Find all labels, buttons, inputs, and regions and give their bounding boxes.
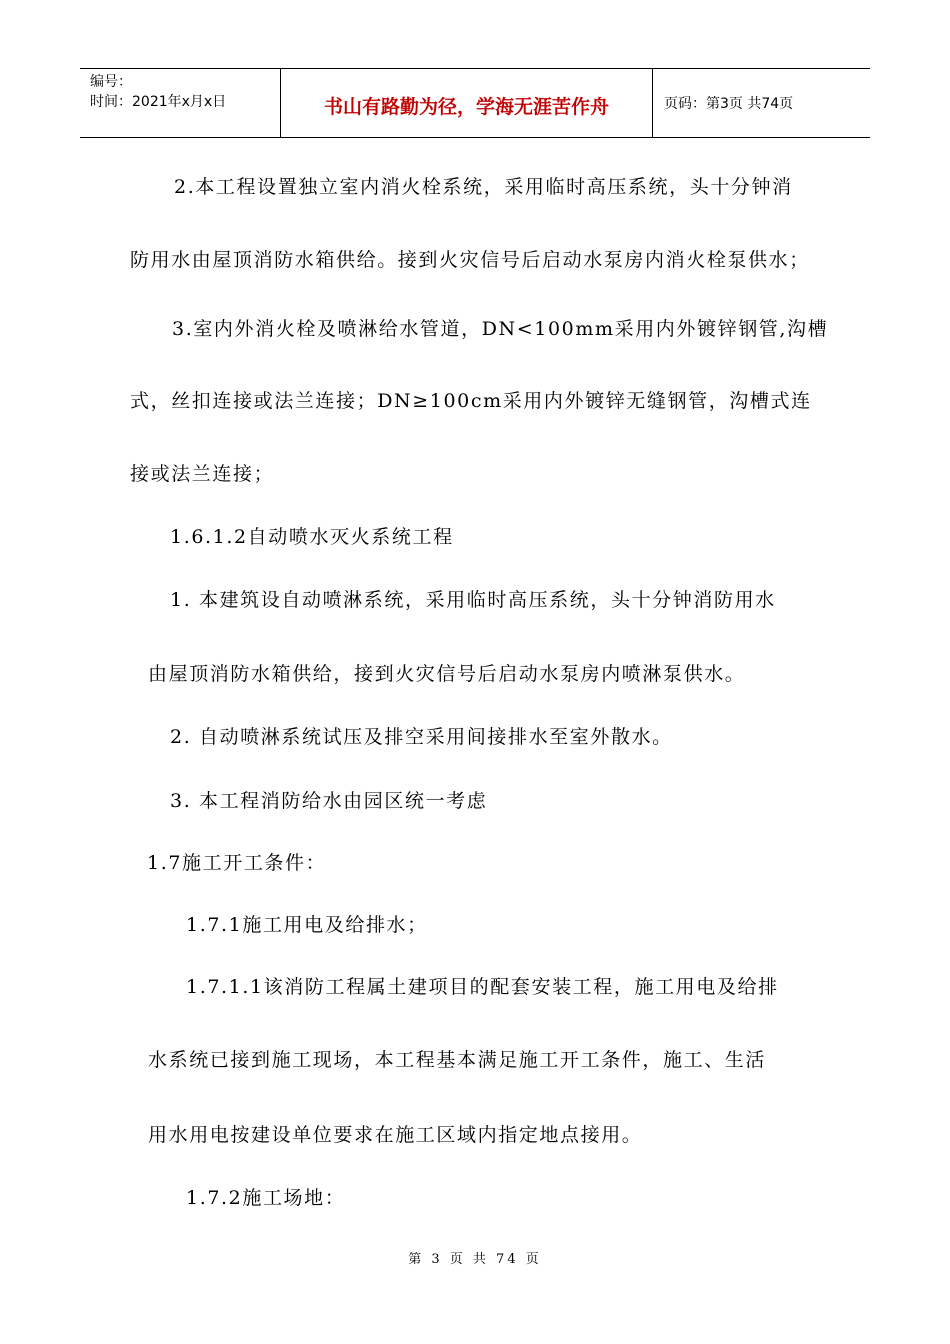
section-heading: 1.7.2施工场地：	[186, 1187, 346, 1209]
paragraph-line: 1.7.1.1该消防工程属土建项目的配套安装工程，施工用电及给排	[186, 976, 779, 998]
paragraph-line: 式，丝扣连接或法兰连接；DN≥100cm采用内外镀锌无缝钢管，沟槽式连	[130, 390, 812, 412]
paragraph-line: 接或法兰连接；	[130, 463, 275, 485]
header-motto: 书山有路勤为径，学海无涯苦作舟	[281, 69, 653, 137]
header-meta	[80, 69, 281, 137]
section-heading: 1.7.1施工用电及给排水；	[186, 914, 428, 936]
paragraph-line: 2. 自动喷淋系统试压及排空采用间接排水至室外散水。	[170, 726, 673, 748]
paragraph-line: 由屋顶消防水箱供给，接到火灾信号后启动水泵房内喷淋泵供水。	[148, 663, 746, 685]
paragraph-line: 3. 本工程消防给水由园区统一考虑	[170, 790, 488, 812]
section-heading: 1.6.1.2自动喷水灭火系统工程	[170, 526, 454, 548]
paragraph-line: 2.本工程设置独立室内消火栓系统，采用临时高压系统，头十分钟消	[174, 176, 793, 198]
header-page-info: 页码：第3页 共74页	[664, 96, 794, 112]
paragraph-line: 用水用电按建设单位要求在施工区域内指定地点接用。	[148, 1124, 643, 1146]
number-label: 编号：	[90, 74, 132, 90]
paragraph-line: 3.室内外消火栓及喷淋给水管道，DN<100mm采用内外镀锌钢管,沟槽	[172, 318, 829, 340]
paragraph-line: 防用水由屋顶消防水箱供给。接到火灾信号后启动水泵房内消火栓泵供水；	[130, 249, 810, 271]
paragraph-line: 1. 本建筑设自动喷淋系统，采用临时高压系统，头十分钟消防用水	[170, 589, 776, 611]
paragraph-line: 水系统已接到施工现场，本工程基本满足施工开工条件，施工、生活	[148, 1049, 767, 1071]
page-footer: 第 3 页 共 74 页	[408, 1252, 542, 1267]
section-heading: 1.7施工开工条件：	[147, 852, 327, 874]
page-header	[80, 68, 870, 138]
time-label: 时间：2021年x月x日	[90, 94, 227, 110]
